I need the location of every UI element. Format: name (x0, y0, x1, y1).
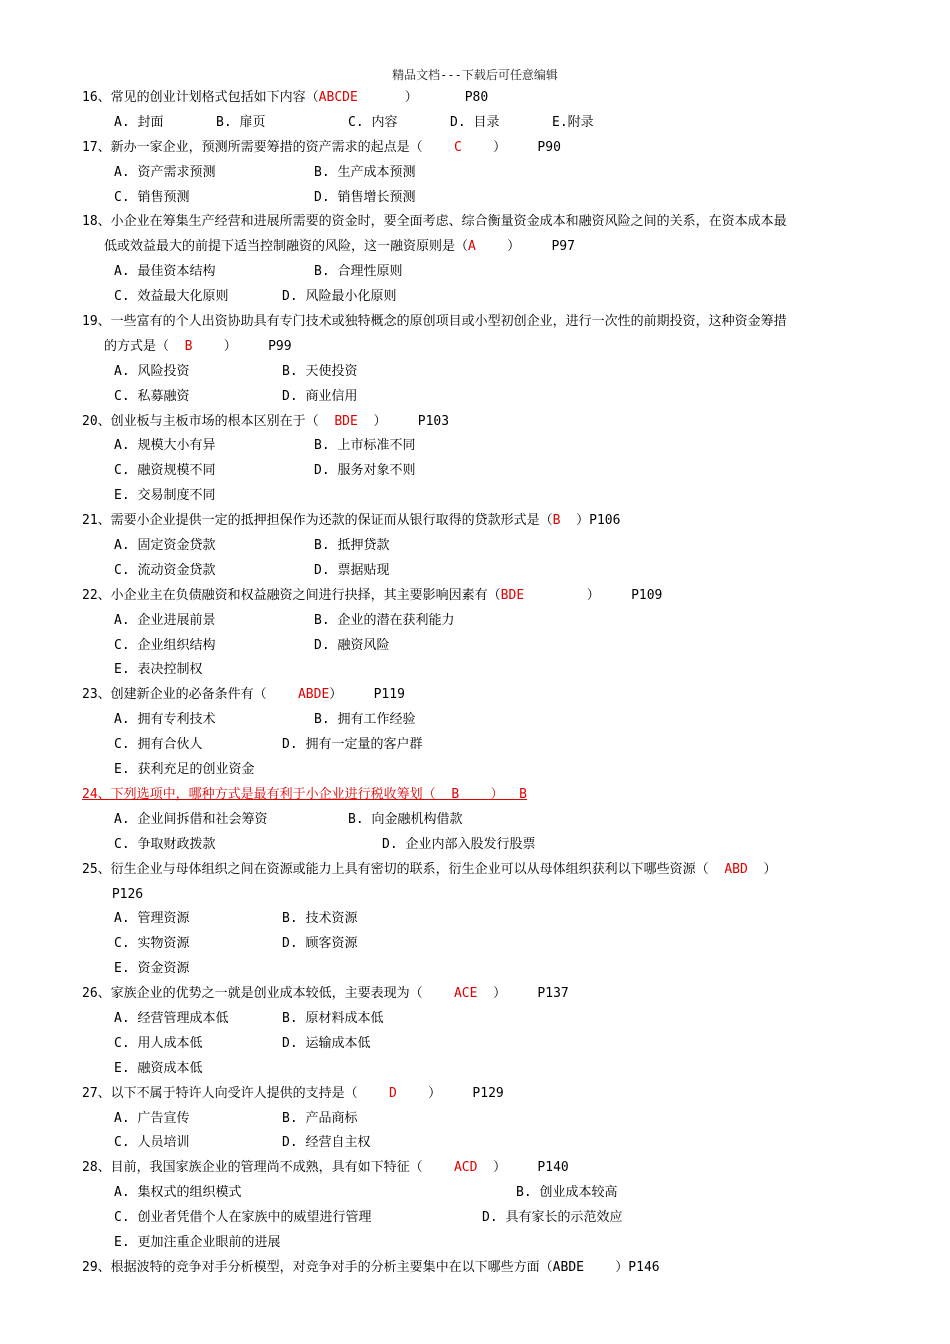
question-text: 低或效益最大的前提下适当控制融资的风险，这一融资原则是（ (104, 239, 469, 255)
answer-option: A. 经营管理成本低 (114, 1010, 229, 1026)
question-text: 家族企业的优势之一就是创业成本较低，主要表现为（ (110, 986, 454, 1002)
question-stem (82, 1082, 872, 1107)
question-item (82, 858, 872, 982)
question-item (82, 584, 872, 684)
options-row (82, 957, 872, 982)
answer-option: D. 运输成本低 (282, 1035, 371, 1051)
page-reference: ） P129 (396, 1085, 504, 1101)
answer-option: A. 企业进展前景 (114, 612, 216, 628)
answer-option: B. 原材料成本低 (282, 1010, 384, 1026)
question-stem (82, 683, 872, 708)
question-text: 创业板与主板市场的根本区别在于（ (110, 413, 335, 429)
options-row (82, 1181, 872, 1206)
answer-option: D. 票据贴现 (314, 562, 390, 578)
answer-option: C. 私募融资 (114, 388, 190, 404)
question-number: 19、 (82, 314, 111, 330)
options-row (82, 808, 872, 833)
answer-option: B. 扉页 (216, 114, 266, 130)
answer-key: ABD (724, 861, 748, 877)
answer-option: D. 风险最小化原则 (282, 289, 397, 305)
answer-option: A. 拥有专利技术 (114, 712, 216, 728)
question-item (82, 136, 872, 211)
answer-key: D (388, 1085, 397, 1101)
page-reference: ） P90 (461, 139, 561, 155)
question-stem (82, 210, 872, 235)
page-reference: ） P137 (477, 986, 569, 1002)
page-reference: ） P119 (329, 687, 405, 703)
options-row (82, 609, 872, 634)
question-number: 27、 (82, 1085, 111, 1101)
options-row (82, 1231, 872, 1256)
options-row (82, 459, 872, 484)
question-number: 22、 (82, 587, 111, 603)
answer-option: A. 广告宣传 (114, 1110, 190, 1126)
question-text: 常见的创业计划格式包括如下内容（ (110, 90, 319, 105)
options-row (82, 559, 872, 584)
question-item (82, 1156, 872, 1256)
question-number: 20、 (82, 413, 111, 429)
question-stem (82, 783, 872, 808)
answer-option: B. 向金融机构借款 (348, 811, 463, 827)
options-row (82, 385, 872, 410)
page-reference: ）P146 (583, 1259, 660, 1275)
question-number: 17、 (82, 139, 111, 155)
answer-option: A. 管理资源 (114, 911, 190, 927)
question-item (82, 1256, 872, 1281)
question-stem (82, 1156, 872, 1181)
answer-option: B. 抵押贷款 (314, 538, 390, 554)
answer-option: E. 融资成本低 (114, 1060, 203, 1076)
answer-option: B. 创业成本较高 (516, 1185, 618, 1201)
question-stem (82, 509, 872, 534)
answer-option: C. 内容 (348, 114, 398, 130)
question-text: 小企业主在负债融资和权益融资之间进行抉择，其主要影响因素有（ (110, 587, 501, 603)
question-text-continued (82, 335, 872, 360)
answer-key: BDE (500, 587, 525, 603)
question-text: 下列选项中，哪种方式是最有利于小企业进行税收筹划（ (110, 786, 452, 802)
answer-option: B. 拥有工作经验 (314, 712, 416, 728)
page-reference: ） P103 (357, 413, 450, 429)
answer-key: ACE (453, 986, 478, 1002)
answer-key: ABCDE (318, 90, 358, 105)
answer-option: D. 服务对象不则 (314, 463, 416, 479)
question-number: 16、 (82, 90, 111, 105)
answer-option: E.附录 (552, 114, 594, 130)
answer-option: D. 顾客资源 (282, 936, 358, 952)
answer-option: D. 企业内部入股发行股票 (382, 836, 536, 852)
options-row (82, 1131, 872, 1156)
options-row (82, 733, 872, 758)
answer-option: E. 交易制度不同 (114, 488, 216, 504)
answer-option: A. 风险投资 (114, 363, 190, 379)
answer-option: C. 流动资金贷款 (114, 562, 216, 578)
answer-option: A. 资产需求预测 (114, 164, 216, 180)
page-reference: P126 (104, 886, 144, 902)
answer-option: C. 效益最大化原则 (114, 289, 229, 305)
answer-option: E. 更加注重企业眼前的进展 (114, 1234, 281, 1250)
answer-option: C. 用人成本低 (114, 1035, 203, 1051)
options-row (82, 907, 872, 932)
answer-key: ABDE (297, 687, 330, 703)
answer-option: B. 上市标准不同 (314, 438, 416, 454)
answer-option: E. 资金资源 (114, 961, 190, 977)
question-item (82, 683, 872, 783)
options-row (82, 932, 872, 957)
options-row (82, 260, 872, 285)
question-number: 24、 (82, 786, 111, 802)
answer-option: D. 销售增长预测 (314, 189, 416, 205)
options-row (82, 1206, 872, 1231)
options-row (82, 1007, 872, 1032)
answer-key: B (184, 338, 193, 354)
question-number: 23、 (82, 687, 111, 703)
question-text: 需要小企业提供一定的抵押担保作为还款的保证而从银行取得的贷款形式是（ (110, 513, 553, 529)
options-row (82, 161, 872, 186)
answer-key: B (552, 513, 561, 529)
options-row (82, 1032, 872, 1057)
answer-option: C. 实物资源 (114, 936, 190, 952)
question-number: 26、 (82, 986, 111, 1002)
question-text: 根据波特的竞争对手分析模型，对竞争对手的分析主要集中在以下哪些方面（ (110, 1259, 553, 1275)
question-stem (82, 1256, 872, 1281)
question-number: 29、 (82, 1259, 111, 1275)
options-row (82, 758, 872, 783)
answer-option: B. 企业的潜在获利能力 (314, 612, 455, 628)
answer-option: D. 目录 (450, 114, 500, 130)
question-item (82, 783, 872, 858)
options-row (82, 484, 872, 509)
question-list (82, 86, 872, 1281)
answer-option: D. 商业信用 (282, 388, 358, 404)
options-row (82, 434, 872, 459)
question-item (82, 1082, 872, 1157)
question-stem (82, 858, 872, 883)
options-row (82, 186, 872, 211)
page-reference: ） (747, 861, 777, 877)
answer-option: A. 规模大小有异 (114, 438, 216, 454)
question-text: 新办一家企业，预测所需要筹措的资产需求的起点是（ (110, 139, 454, 155)
question-text: 目前，我国家族企业的管理尚不成熟，具有如下特征（ (110, 1160, 454, 1176)
answer-option: C. 拥有合伙人 (114, 737, 203, 753)
answer-option: A. 封面 (114, 114, 164, 130)
question-stem (82, 136, 872, 161)
options-row (82, 833, 872, 858)
options-row (82, 534, 872, 559)
question-stem (82, 86, 872, 111)
page-reference: ） P109 (524, 587, 663, 603)
answer-option: E. 表决控制权 (114, 662, 203, 678)
answer-key: BDE (334, 413, 358, 429)
answer-option: B. 产品商标 (282, 1110, 358, 1126)
question-stem (82, 410, 872, 435)
answer-option: C. 企业组织结构 (114, 637, 216, 653)
options-row (82, 658, 872, 683)
options-row (82, 285, 872, 310)
answer-option: D. 经营自主权 (282, 1135, 371, 1151)
answer-option: C. 销售预测 (114, 189, 190, 205)
answer-option: D. 拥有一定量的客户群 (282, 737, 423, 753)
options-row (82, 1057, 872, 1082)
options-row (82, 1107, 872, 1132)
page-reference: ） B (459, 786, 527, 802)
answer-key: A (468, 239, 476, 255)
answer-key: ACD (453, 1160, 478, 1176)
question-item (82, 86, 872, 136)
answer-option: E. 获利充足的创业资金 (114, 762, 255, 778)
answer-option: A. 最佳资本结构 (114, 264, 216, 280)
question-text-continued (82, 235, 872, 260)
question-number: 21、 (82, 513, 111, 529)
question-text: 的方式是（ (104, 338, 185, 354)
question-text: 以下不属于特许人向受许人提供的支持是（ (110, 1085, 389, 1101)
question-stem (82, 982, 872, 1007)
question-stem (82, 310, 872, 335)
question-number: 28、 (82, 1160, 111, 1176)
page-reference: ）P106 (560, 513, 621, 529)
question-text: 创建新企业的必备条件有（ (110, 687, 298, 703)
options-row (82, 111, 872, 136)
answer-option: C. 人员培训 (114, 1135, 190, 1151)
answer-key: ABDE (552, 1259, 584, 1275)
answer-key: C (453, 139, 462, 155)
options-row (82, 708, 872, 733)
answer-option: C. 创业者凭借个人在家族中的威望进行管理 (114, 1210, 372, 1226)
answer-option: C. 融资规模不同 (114, 463, 216, 479)
page-header: 精品文档---下载后可任意编辑 (392, 68, 558, 82)
answer-option: B. 生产成本预测 (314, 164, 416, 180)
question-text: 小企业在筹集生产经营和进展所需要的资金时，要全面考虑、综合衡量资金成本和融资风险之间的关系，在资本成本最 (110, 214, 787, 230)
question-item (82, 310, 872, 410)
question-item (82, 410, 872, 510)
question-stem (82, 584, 872, 609)
options-row (82, 360, 872, 385)
answer-option: D. 融资风险 (314, 637, 390, 653)
question-text: 衍生企业与母体组织之间在资源或能力上具有密切的联系，衍生企业可以从母体组织获利以下哪些资源（ (110, 861, 725, 877)
options-row (82, 634, 872, 659)
answer-option: B. 天使投资 (282, 363, 358, 379)
answer-option: A. 企业间拆借和社会筹资 (114, 811, 268, 827)
page-reference: ） P97 (475, 239, 575, 255)
answer-option: A. 集权式的组织模式 (114, 1185, 242, 1201)
answer-key: B (451, 786, 460, 802)
answer-option: D. 具有家长的示范效应 (482, 1210, 623, 1226)
answer-option: B. 技术资源 (282, 911, 358, 927)
page-reference: ） P140 (477, 1160, 569, 1176)
question-number: 18、 (82, 214, 111, 230)
page-reference: ） P99 (192, 338, 292, 354)
answer-option: C. 争取财政拨款 (114, 836, 216, 852)
question-item (82, 210, 872, 310)
question-number: 25、 (82, 861, 111, 877)
question-item (82, 509, 872, 584)
answer-option: B. 合理性原则 (314, 264, 403, 280)
question-text: 一些富有的个人出资协助具有专门技术或独特概念的原创项目或小型初创企业，进行一次性的前期投资，这种资金筹措 (110, 314, 787, 330)
question-item (82, 982, 872, 1082)
answer-option: A. 固定资金贷款 (114, 538, 216, 554)
page-reference: ） P80 (357, 90, 489, 105)
